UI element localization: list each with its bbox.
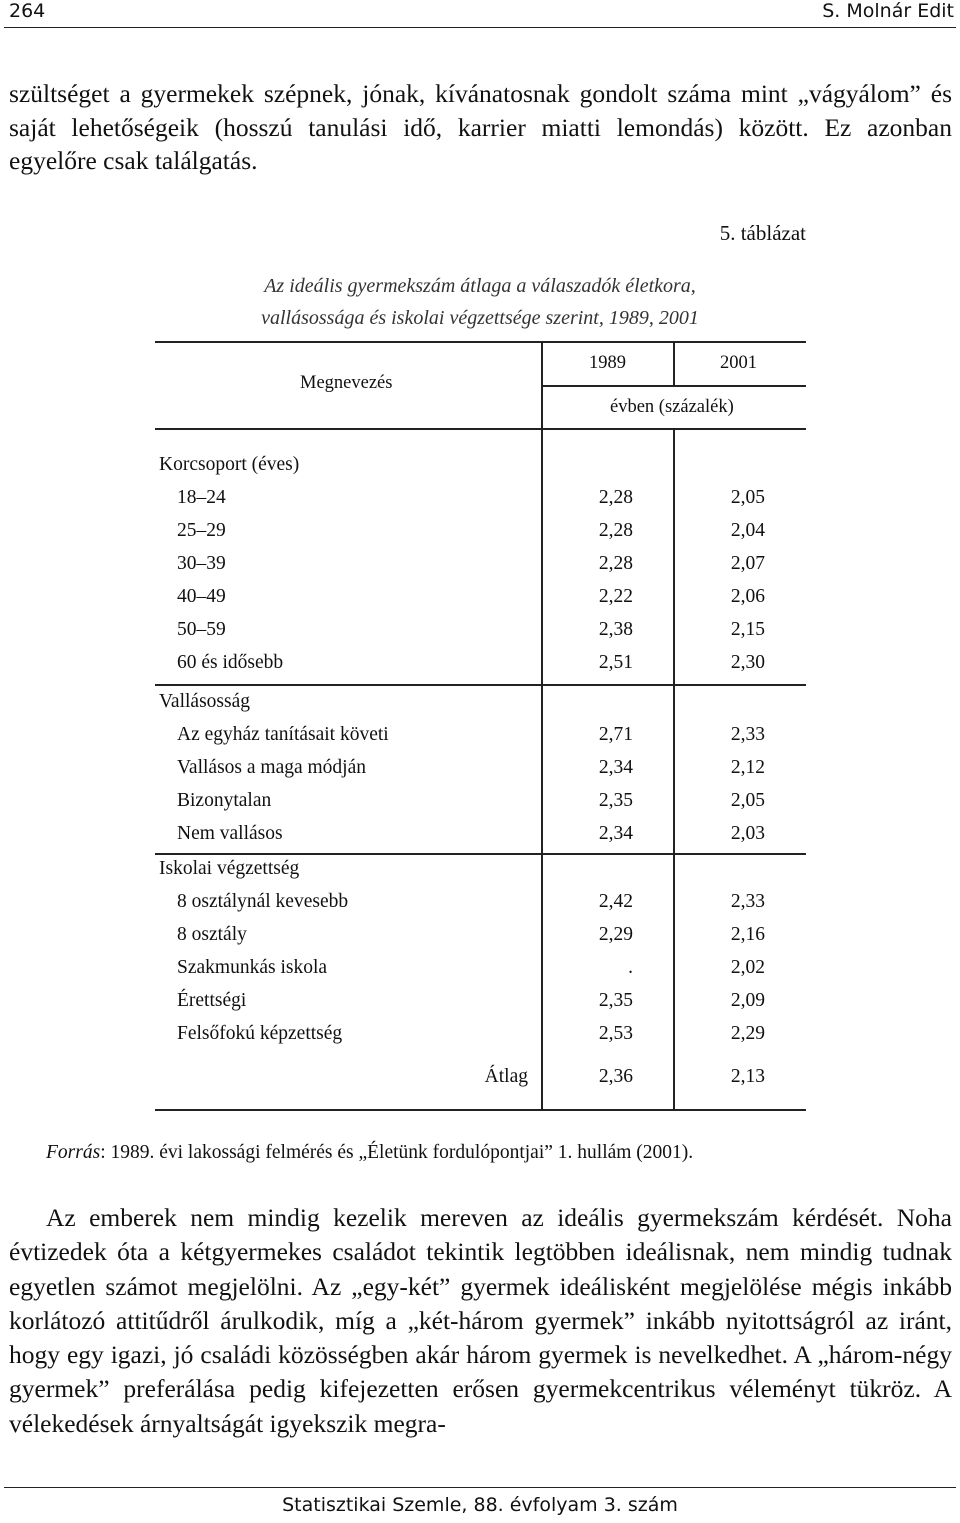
table-row [155,724,806,757]
header-2001: 2001 [720,353,757,373]
table-row [155,1023,806,1056]
value-1989: 2,34 [598,823,633,844]
row-label: Nem vallásos [177,823,283,844]
value-2001: 2,05 [730,487,765,508]
table-number: 5. táblázat [719,221,806,245]
group-rule [155,684,806,686]
row-label: 60 és idősebb [177,652,284,673]
table-row [155,790,806,823]
value-1989: 2,35 [598,790,633,811]
value-1989: 2,42 [598,891,633,912]
value-2001: 2,02 [730,957,765,978]
table-bottom-rule [155,1109,806,1111]
value-1989: 2,28 [598,553,633,574]
table-row [155,823,806,856]
page-number: 264 [9,0,46,22]
row-label: Bizonytalan [177,790,272,811]
table-row [155,990,806,1023]
value-1989: 2,34 [598,757,633,778]
table-row [155,757,806,790]
average-2001: 2,13 [730,1066,765,1087]
value-2001: 2,12 [730,757,765,778]
average-label: Átlag [484,1066,528,1087]
value-2001: 2,16 [730,924,765,945]
header-1989: 1989 [589,353,626,373]
table-header-bottom-rule [155,428,806,430]
row-label: Az egyház tanításait követi [177,724,389,745]
row-label: 8 osztálynál kevesebb [177,891,349,912]
table-row [155,891,806,924]
header-unit: évben (százalék) [610,397,734,417]
header-megnevezes: Megnevezés [300,373,393,393]
page-header [0,0,960,26]
average-1989: 2,36 [598,1066,633,1087]
value-2001: 2,06 [730,586,765,607]
row-label: Szakmunkás iskola [177,957,328,978]
table-source [46,1142,693,1164]
value-2001: 2,33 [730,891,765,912]
value-2001: 2,05 [730,790,765,811]
row-label: 30–39 [177,553,226,574]
source-label: Forrás [46,1142,101,1163]
group-rule [155,853,806,855]
header-rule [4,27,956,28]
value-2001: 2,29 [730,1023,765,1044]
source-text: : 1989. évi lakossági felmérés és „Életünk fordulópontjai” 1. hullám (2001). [100,1142,694,1163]
value-2001: 2,04 [730,520,765,541]
row-label: Felsőfokú képzettség [177,1023,343,1044]
value-1989: . [628,957,633,978]
value-2001: 2,33 [730,724,765,745]
value-1989: 2,35 [598,990,633,1011]
value-1989: 2,28 [598,487,633,508]
body-paragraph [9,1201,952,1441]
value-1989: 2,38 [598,619,633,640]
table-header-mid-rule [541,385,806,387]
table-vertical-rule-header [673,341,675,387]
row-label: 25–29 [177,520,226,541]
table-row [155,619,806,652]
value-2001: 2,03 [730,823,765,844]
value-1989: 2,29 [598,924,633,945]
row-label: 40–49 [177,586,226,607]
table-row [155,924,806,957]
running-title: S. Molnár Edit [822,0,954,22]
value-1989: 2,51 [598,652,633,673]
row-label: Vallásos a maga módján [177,757,366,778]
table-row [155,957,806,990]
row-label: Érettségi [177,990,247,1011]
average-row [155,1066,806,1099]
page-footer: Statisztikai Szemle, 88. évfolyam 3. szám [282,1494,678,1516]
data-table [155,341,806,1111]
row-label: 18–24 [177,487,226,508]
intro-paragraph: szültséget a gyermekek szépnek, jónak, kívánatosnak gondolt száma mint „vágyálom” és saját lehetőségeik (hosszú tanulási idő, karrier miatti lemondás) között. Ez azonban egyelőre csak találgatás. [9,79,952,175]
row-label: 8 osztály [177,924,247,945]
value-2001: 2,09 [730,990,765,1011]
footer-rule [4,1487,956,1488]
value-1989: 2,53 [598,1023,633,1044]
value-2001: 2,30 [730,652,765,673]
table-top-rule [155,341,806,343]
table-row [155,487,806,520]
value-1989: 2,28 [598,520,633,541]
table-row [155,520,806,553]
table-title-line-2: vallásossága és iskolai végzettsége szerint, 1989, 2001 [261,307,699,329]
table-row [155,652,806,685]
value-1989: 2,71 [598,724,633,745]
table-title-line-1: Az ideális gyermekszám átlaga a válaszadók életkora, [264,275,696,297]
value-2001: 2,15 [730,619,765,640]
value-1989: 2,22 [598,586,633,607]
body-paragraph-text: Az emberek nem mindig kezelik mereven az ideális gyermekszám kérdését. Noha évtizedek óta a kétgyermekes családot tekintik legtöbben ideálisnak, nem mindig tudnak egyetlen számot megjelölni. Az „egy-két” gyermek ideálisként megjelölése mégis inkább korlátozó attitűdről árulkodik, míg a „két-három gyermek” inkább nyitottságról az iránt, hogy egy igazi, jó családi közösségben akár három gyermek is nevelkedhet. A „három-négy gyermek” preferálása pedig kifejezetten erősen gyermekcentrikus véleményt tükröz. A vélekedések árnyaltságát igyekszik megra- [9,1203,952,1438]
table-title [155,270,805,334]
value-2001: 2,07 [730,553,765,574]
table-row [155,586,806,619]
group-title: Iskolai végzettség [159,858,300,879]
table-row [155,553,806,586]
row-label: 50–59 [177,619,226,640]
group-title: Vallásosság [159,691,250,712]
group-title: Korcsoport (éves) [159,454,300,475]
